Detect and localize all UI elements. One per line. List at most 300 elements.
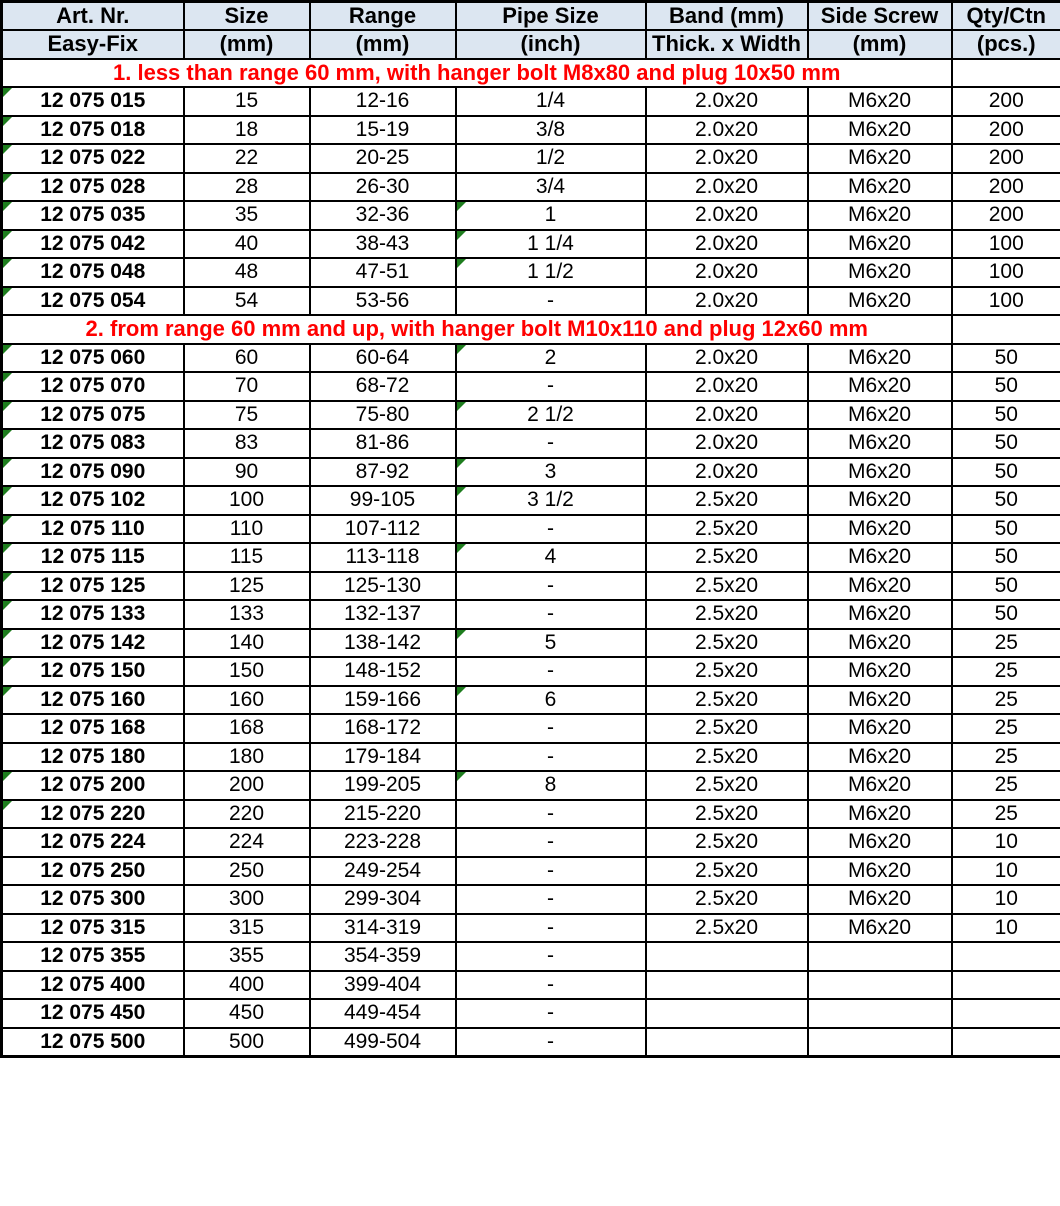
cell-qty-ctn: 100: [952, 230, 1060, 259]
cell-range: 107-112: [310, 515, 456, 544]
section-title: 1. less than range 60 mm, with hanger bolt M8x80 and plug 10x50 mm: [2, 59, 952, 88]
cell-size: 315: [184, 914, 310, 943]
cell-size: 180: [184, 743, 310, 772]
cell-qty-ctn: [952, 942, 1060, 971]
cell-art-nr: 12 075 450: [2, 999, 184, 1028]
cell-pipe-size: -: [456, 657, 646, 686]
error-indicator-triangle-icon: [3, 430, 12, 439]
cell-qty-ctn: 200: [952, 173, 1060, 202]
cell-size: 18: [184, 116, 310, 145]
table-row: [2, 543, 1060, 572]
cell-band: 2.5x20: [646, 657, 808, 686]
cell-range: 12-16: [310, 87, 456, 116]
cell-range: 399-404: [310, 971, 456, 1000]
cell-size: 70: [184, 372, 310, 401]
cell-side-screw: M6x20: [808, 800, 952, 829]
table-row: [2, 344, 1060, 373]
cell-range: 215-220: [310, 800, 456, 829]
error-indicator-triangle-icon: [457, 544, 466, 553]
cell-art-nr: 12 075 083: [2, 429, 184, 458]
table-row: [2, 287, 1060, 316]
cell-art-nr: 12 075 110: [2, 515, 184, 544]
cell-range: 68-72: [310, 372, 456, 401]
cell-band: 2.5x20: [646, 885, 808, 914]
cell-pipe-size: -: [456, 1028, 646, 1057]
cell-pipe-size: -: [456, 600, 646, 629]
error-indicator-triangle-icon: [457, 231, 466, 240]
cell-size: 35: [184, 201, 310, 230]
cell-side-screw: M6x20: [808, 87, 952, 116]
cell-side-screw: M6x20: [808, 287, 952, 316]
table-row: [2, 258, 1060, 287]
cell-range: 449-454: [310, 999, 456, 1028]
cell-qty-ctn: 25: [952, 686, 1060, 715]
error-indicator-triangle-icon: [457, 402, 466, 411]
error-indicator-triangle-icon: [3, 373, 12, 382]
cell-range: 138-142: [310, 629, 456, 658]
cell-size: 220: [184, 800, 310, 829]
cell-art-nr: 12 075 060: [2, 344, 184, 373]
cell-side-screw: M6x20: [808, 401, 952, 430]
section-divider-row: [2, 315, 1060, 344]
cell-band: 2.5x20: [646, 600, 808, 629]
table-row: [2, 999, 1060, 1028]
cell-art-nr: 12 075 028: [2, 173, 184, 202]
cell-qty-ctn: 50: [952, 515, 1060, 544]
cell-size: 200: [184, 771, 310, 800]
cell-band: 2.0x20: [646, 230, 808, 259]
cell-pipe-size: 1: [456, 201, 646, 230]
cell-size: 28: [184, 173, 310, 202]
cell-size: 115: [184, 543, 310, 572]
cell-side-screw: [808, 971, 952, 1000]
cell-qty-ctn: 200: [952, 116, 1060, 145]
cell-side-screw: M6x20: [808, 600, 952, 629]
cell-size: 224: [184, 828, 310, 857]
cell-qty-ctn: 50: [952, 572, 1060, 601]
cell-range: 168-172: [310, 714, 456, 743]
cell-pipe-size: -: [456, 572, 646, 601]
cell-qty-ctn: 50: [952, 429, 1060, 458]
error-indicator-triangle-icon: [457, 487, 466, 496]
cell-band: 2.0x20: [646, 144, 808, 173]
cell-band: 2.5x20: [646, 543, 808, 572]
cell-side-screw: M6x20: [808, 543, 952, 572]
cell-pipe-size: 3: [456, 458, 646, 487]
cell-range: 38-43: [310, 230, 456, 259]
cell-side-screw: M6x20: [808, 258, 952, 287]
cell-range: 249-254: [310, 857, 456, 886]
cell-pipe-size: 4: [456, 543, 646, 572]
table-body: [2, 59, 1060, 1057]
table-header: [2, 2, 1060, 59]
cell-art-nr: 12 075 022: [2, 144, 184, 173]
table-row: [2, 372, 1060, 401]
cell-band: 2.5x20: [646, 914, 808, 943]
cell-qty-ctn: 25: [952, 800, 1060, 829]
cell-range: 99-105: [310, 486, 456, 515]
header-side-screw: Side Screw: [808, 2, 952, 31]
cell-size: 40: [184, 230, 310, 259]
cell-qty-ctn: 100: [952, 258, 1060, 287]
table-row: [2, 458, 1060, 487]
cell-side-screw: M6x20: [808, 714, 952, 743]
cell-side-screw: M6x20: [808, 173, 952, 202]
table-row: [2, 515, 1060, 544]
table-row: [2, 572, 1060, 601]
cell-band: 2.5x20: [646, 486, 808, 515]
error-indicator-triangle-icon: [3, 516, 12, 525]
cell-size: 133: [184, 600, 310, 629]
cell-art-nr: 12 075 250: [2, 857, 184, 886]
cell-side-screw: M6x20: [808, 771, 952, 800]
cell-size: 48: [184, 258, 310, 287]
cell-art-nr: 12 075 075: [2, 401, 184, 430]
cell-qty-ctn: 10: [952, 828, 1060, 857]
cell-size: 500: [184, 1028, 310, 1057]
cell-size: 160: [184, 686, 310, 715]
cell-qty-ctn: 25: [952, 771, 1060, 800]
header-range-unit: (mm): [310, 30, 456, 59]
cell-range: 113-118: [310, 543, 456, 572]
cell-range: 26-30: [310, 173, 456, 202]
table-row: [2, 657, 1060, 686]
table-row: [2, 857, 1060, 886]
cell-art-nr: 12 075 048: [2, 258, 184, 287]
cell-art-nr: 12 075 125: [2, 572, 184, 601]
cell-side-screw: M6x20: [808, 486, 952, 515]
cell-pipe-size: 6: [456, 686, 646, 715]
cell-side-screw: M6x20: [808, 885, 952, 914]
error-indicator-triangle-icon: [3, 174, 12, 183]
error-indicator-triangle-icon: [3, 459, 12, 468]
cell-qty-ctn: 50: [952, 401, 1060, 430]
table-row: [2, 401, 1060, 430]
cell-qty-ctn: 25: [952, 657, 1060, 686]
cell-side-screw: M6x20: [808, 629, 952, 658]
cell-band: 2.5x20: [646, 771, 808, 800]
table-row: [2, 771, 1060, 800]
cell-pipe-size: 1/4: [456, 87, 646, 116]
cell-pipe-size: -: [456, 287, 646, 316]
cell-qty-ctn: 50: [952, 372, 1060, 401]
cell-pipe-size: -: [456, 999, 646, 1028]
cell-side-screw: M6x20: [808, 116, 952, 145]
table-row: [2, 486, 1060, 515]
cell-pipe-size: 2 1/2: [456, 401, 646, 430]
cell-art-nr: 12 075 054: [2, 287, 184, 316]
cell-size: 140: [184, 629, 310, 658]
table-row: [2, 116, 1060, 145]
cell-art-nr: 12 075 160: [2, 686, 184, 715]
cell-qty-ctn: 10: [952, 885, 1060, 914]
cell-art-nr: 12 075 315: [2, 914, 184, 943]
cell-side-screw: M6x20: [808, 230, 952, 259]
header-qty-ctn: Qty/Ctn: [952, 2, 1060, 31]
cell-pipe-size: -: [456, 429, 646, 458]
cell-size: 450: [184, 999, 310, 1028]
cell-art-nr: 12 075 102: [2, 486, 184, 515]
cell-band: 2.0x20: [646, 344, 808, 373]
cell-size: 60: [184, 344, 310, 373]
cell-art-nr: 12 075 500: [2, 1028, 184, 1057]
table-row: [2, 429, 1060, 458]
cell-band: 2.5x20: [646, 743, 808, 772]
error-indicator-triangle-icon: [3, 573, 12, 582]
cell-qty-ctn: 10: [952, 914, 1060, 943]
cell-size: 250: [184, 857, 310, 886]
cell-band: 2.0x20: [646, 173, 808, 202]
header-pipe-unit: (inch): [456, 30, 646, 59]
cell-size: 22: [184, 144, 310, 173]
cell-size: 400: [184, 971, 310, 1000]
error-indicator-triangle-icon: [3, 658, 12, 667]
cell-side-screw: M6x20: [808, 344, 952, 373]
error-indicator-triangle-icon: [3, 772, 12, 781]
cell-pipe-size: 1/2: [456, 144, 646, 173]
table-row: [2, 87, 1060, 116]
section-empty-cell: [952, 59, 1060, 88]
table-row: [2, 743, 1060, 772]
error-indicator-triangle-icon: [3, 544, 12, 553]
cell-size: 15: [184, 87, 310, 116]
cell-art-nr: 12 075 200: [2, 771, 184, 800]
cell-art-nr: 12 075 400: [2, 971, 184, 1000]
cell-pipe-size: -: [456, 714, 646, 743]
cell-size: 100: [184, 486, 310, 515]
cell-qty-ctn: 200: [952, 144, 1060, 173]
cell-side-screw: M6x20: [808, 515, 952, 544]
cell-side-screw: M6x20: [808, 372, 952, 401]
cell-band: 2.0x20: [646, 287, 808, 316]
cell-art-nr: 12 075 300: [2, 885, 184, 914]
error-indicator-triangle-icon: [3, 601, 12, 610]
cell-band: 2.5x20: [646, 857, 808, 886]
error-indicator-triangle-icon: [457, 772, 466, 781]
header-size: Size: [184, 2, 310, 31]
cell-qty-ctn: 50: [952, 344, 1060, 373]
cell-range: 499-504: [310, 1028, 456, 1057]
section-title: 2. from range 60 mm and up, with hanger bolt M10x110 and plug 12x60 mm: [2, 315, 952, 344]
table-row: [2, 828, 1060, 857]
cell-side-screw: M6x20: [808, 657, 952, 686]
error-indicator-triangle-icon: [3, 202, 12, 211]
cell-art-nr: 12 075 042: [2, 230, 184, 259]
cell-size: 54: [184, 287, 310, 316]
header-row-2: [2, 30, 1060, 59]
error-indicator-triangle-icon: [3, 288, 12, 297]
cell-band: 2.0x20: [646, 116, 808, 145]
cell-range: 15-19: [310, 116, 456, 145]
cell-qty-ctn: 25: [952, 714, 1060, 743]
error-indicator-triangle-icon: [3, 687, 12, 696]
cell-art-nr: 12 075 150: [2, 657, 184, 686]
cell-art-nr: 12 075 180: [2, 743, 184, 772]
cell-range: 60-64: [310, 344, 456, 373]
error-indicator-triangle-icon: [3, 231, 12, 240]
cell-side-screw: M6x20: [808, 458, 952, 487]
cell-band: [646, 999, 808, 1028]
cell-range: 148-152: [310, 657, 456, 686]
cell-band: 2.5x20: [646, 515, 808, 544]
cell-qty-ctn: 50: [952, 600, 1060, 629]
cell-art-nr: 12 075 133: [2, 600, 184, 629]
cell-range: 20-25: [310, 144, 456, 173]
cell-side-screw: M6x20: [808, 914, 952, 943]
cell-art-nr: 12 075 015: [2, 87, 184, 116]
cell-band: 2.5x20: [646, 714, 808, 743]
cell-band: 2.0x20: [646, 401, 808, 430]
table-row: [2, 1028, 1060, 1057]
cell-pipe-size: -: [456, 914, 646, 943]
cell-range: 125-130: [310, 572, 456, 601]
cell-range: 47-51: [310, 258, 456, 287]
error-indicator-triangle-icon: [3, 487, 12, 496]
cell-range: 299-304: [310, 885, 456, 914]
cell-art-nr: 12 075 035: [2, 201, 184, 230]
cell-band: 2.0x20: [646, 429, 808, 458]
cell-size: 90: [184, 458, 310, 487]
cell-qty-ctn: [952, 999, 1060, 1028]
table-row: [2, 144, 1060, 173]
error-indicator-triangle-icon: [457, 202, 466, 211]
cell-qty-ctn: 200: [952, 87, 1060, 116]
cell-pipe-size: 1 1/2: [456, 258, 646, 287]
cell-pipe-size: 3/4: [456, 173, 646, 202]
cell-size: 83: [184, 429, 310, 458]
cell-band: 2.0x20: [646, 372, 808, 401]
cell-range: 53-56: [310, 287, 456, 316]
error-indicator-triangle-icon: [457, 630, 466, 639]
error-indicator-triangle-icon: [3, 259, 12, 268]
cell-range: 354-359: [310, 942, 456, 971]
cell-range: 132-137: [310, 600, 456, 629]
table-row: [2, 230, 1060, 259]
cell-size: 355: [184, 942, 310, 971]
cell-side-screw: M6x20: [808, 144, 952, 173]
header-pipe-size: Pipe Size: [456, 2, 646, 31]
cell-side-screw: M6x20: [808, 201, 952, 230]
cell-qty-ctn: 10: [952, 857, 1060, 886]
cell-art-nr: 12 075 115: [2, 543, 184, 572]
error-indicator-triangle-icon: [3, 402, 12, 411]
cell-qty-ctn: 100: [952, 287, 1060, 316]
cell-qty-ctn: 25: [952, 743, 1060, 772]
header-qty-unit: (pcs.): [952, 30, 1060, 59]
cell-pipe-size: -: [456, 942, 646, 971]
cell-pipe-size: 2: [456, 344, 646, 373]
error-indicator-triangle-icon: [457, 259, 466, 268]
cell-side-screw: M6x20: [808, 857, 952, 886]
cell-pipe-size: 5: [456, 629, 646, 658]
error-indicator-triangle-icon: [457, 687, 466, 696]
cell-size: 300: [184, 885, 310, 914]
cell-pipe-size: 8: [456, 771, 646, 800]
table-row: [2, 714, 1060, 743]
table-row: [2, 914, 1060, 943]
cell-size: 125: [184, 572, 310, 601]
cell-art-nr: 12 075 220: [2, 800, 184, 829]
header-row-1: [2, 2, 1060, 31]
cell-pipe-size: -: [456, 743, 646, 772]
table-row: [2, 885, 1060, 914]
cell-art-nr: 12 075 018: [2, 116, 184, 145]
cell-qty-ctn: 25: [952, 629, 1060, 658]
cell-qty-ctn: 50: [952, 486, 1060, 515]
table-row: [2, 201, 1060, 230]
cell-pipe-size: -: [456, 885, 646, 914]
cell-pipe-size: -: [456, 971, 646, 1000]
cell-size: 110: [184, 515, 310, 544]
cell-side-screw: M6x20: [808, 743, 952, 772]
cell-band: 2.0x20: [646, 201, 808, 230]
error-indicator-triangle-icon: [3, 88, 12, 97]
table-row: [2, 800, 1060, 829]
cell-side-screw: M6x20: [808, 429, 952, 458]
header-screw-unit: (mm): [808, 30, 952, 59]
cell-pipe-size: -: [456, 515, 646, 544]
cell-band: 2.5x20: [646, 686, 808, 715]
cell-qty-ctn: [952, 971, 1060, 1000]
cell-art-nr: 12 075 355: [2, 942, 184, 971]
cell-pipe-size: -: [456, 372, 646, 401]
cell-band: [646, 1028, 808, 1057]
cell-range: 32-36: [310, 201, 456, 230]
cell-pipe-size: -: [456, 828, 646, 857]
cell-range: 314-319: [310, 914, 456, 943]
cell-range: 87-92: [310, 458, 456, 487]
table-row: [2, 971, 1060, 1000]
error-indicator-triangle-icon: [457, 345, 466, 354]
cell-size: 168: [184, 714, 310, 743]
cell-band: 2.0x20: [646, 258, 808, 287]
cell-band: 2.5x20: [646, 572, 808, 601]
cell-range: 179-184: [310, 743, 456, 772]
table-row: [2, 686, 1060, 715]
cell-side-screw: [808, 999, 952, 1028]
cell-pipe-size: -: [456, 857, 646, 886]
header-band-detail: Thick. x Width: [646, 30, 808, 59]
cell-art-nr: 12 075 224: [2, 828, 184, 857]
cell-band: [646, 971, 808, 1000]
header-band: Band (mm): [646, 2, 808, 31]
cell-size: 75: [184, 401, 310, 430]
error-indicator-triangle-icon: [457, 459, 466, 468]
table-row: [2, 629, 1060, 658]
cell-qty-ctn: 50: [952, 543, 1060, 572]
error-indicator-triangle-icon: [3, 801, 12, 810]
cell-art-nr: 12 075 142: [2, 629, 184, 658]
cell-pipe-size: 3/8: [456, 116, 646, 145]
cell-side-screw: [808, 942, 952, 971]
cell-side-screw: M6x20: [808, 828, 952, 857]
cell-side-screw: [808, 1028, 952, 1057]
cell-art-nr: 12 075 070: [2, 372, 184, 401]
table-row: [2, 600, 1060, 629]
header-size-unit: (mm): [184, 30, 310, 59]
cell-band: [646, 942, 808, 971]
error-indicator-triangle-icon: [3, 117, 12, 126]
cell-qty-ctn: [952, 1028, 1060, 1057]
cell-range: 81-86: [310, 429, 456, 458]
cell-art-nr: 12 075 090: [2, 458, 184, 487]
cell-qty-ctn: 200: [952, 201, 1060, 230]
cell-range: 199-205: [310, 771, 456, 800]
cell-band: 2.5x20: [646, 828, 808, 857]
error-indicator-triangle-icon: [3, 145, 12, 154]
cell-qty-ctn: 50: [952, 458, 1060, 487]
section-empty-cell: [952, 315, 1060, 344]
